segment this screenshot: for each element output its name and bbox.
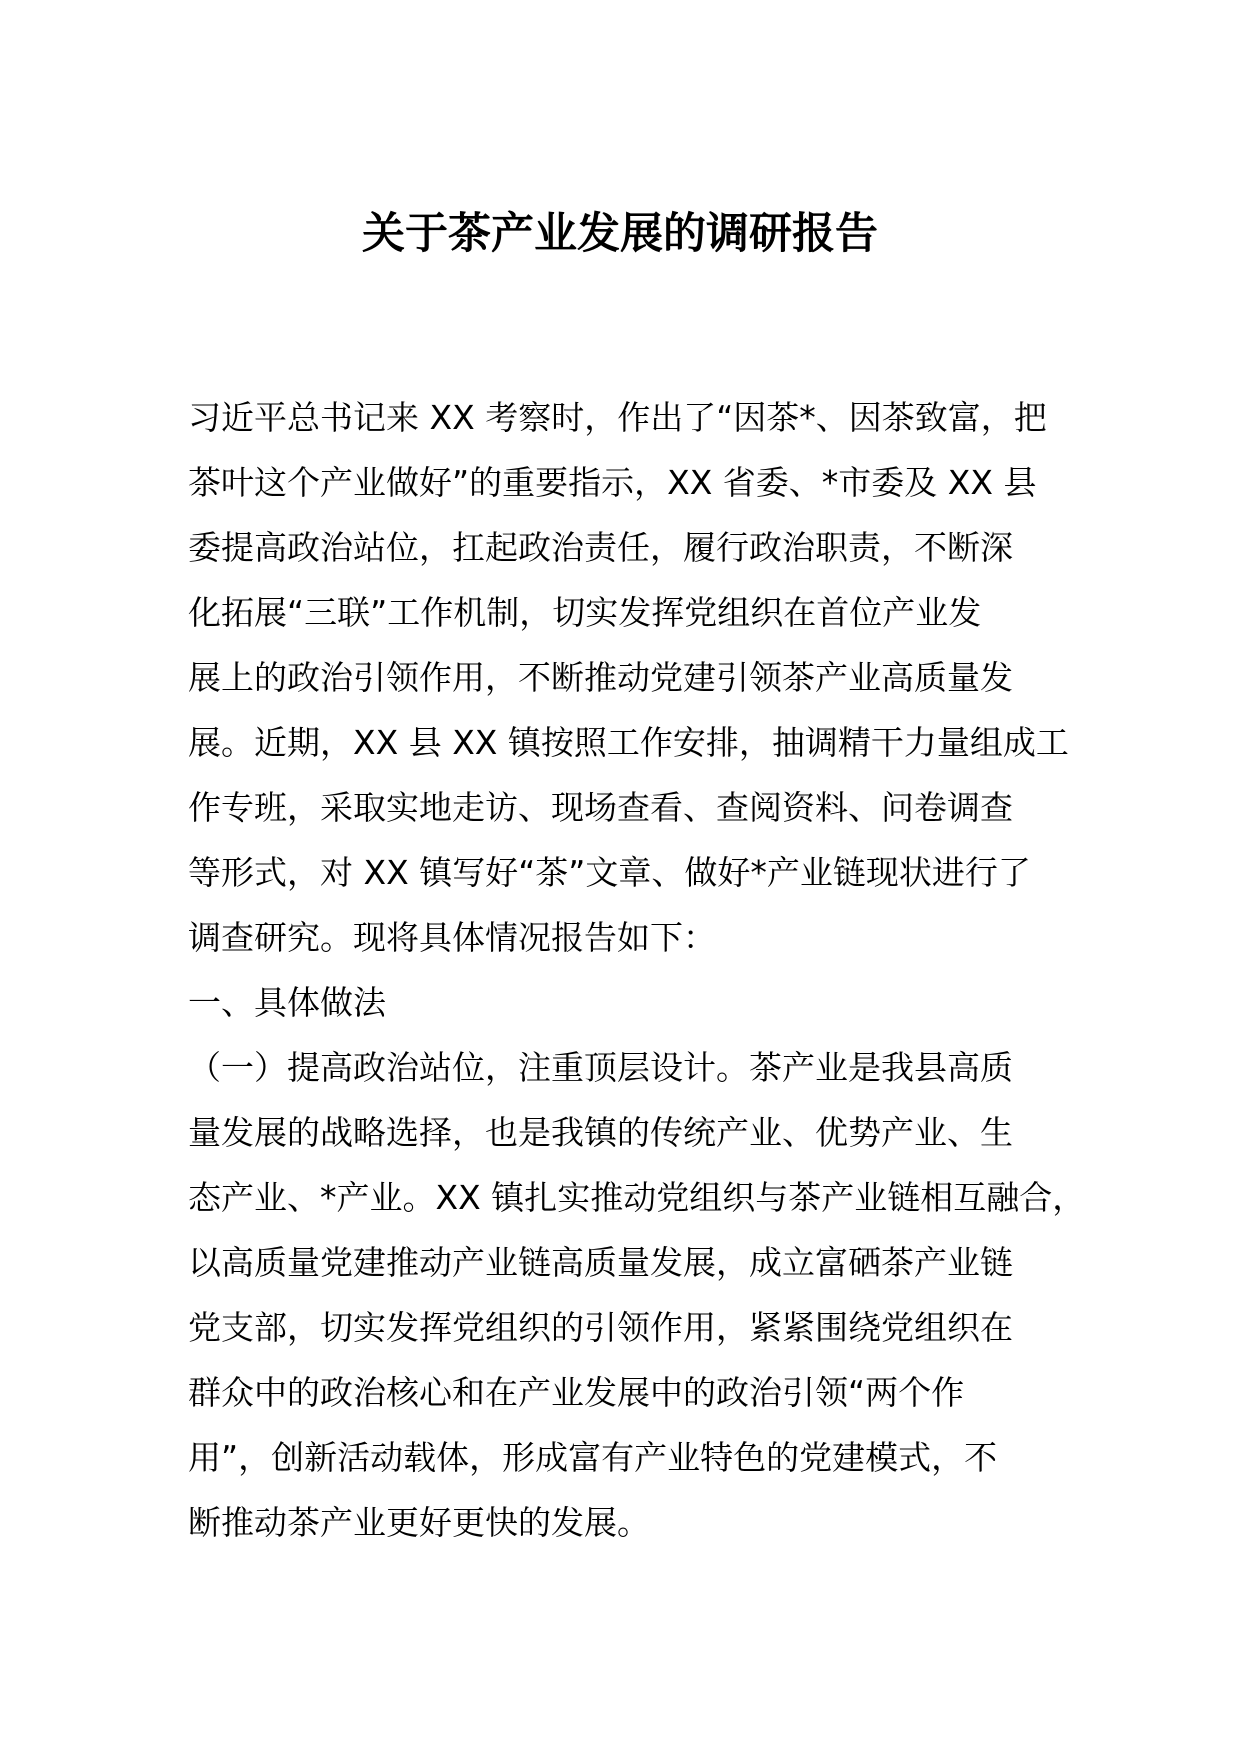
- paragraph-line: 化拓展“三联”工作机制，切实发挥党组织在首位产业发: [188, 593, 982, 632]
- paragraph-line: （一）提高政治站位，注重顶层设计。茶产业是我县高质: [188, 1048, 1013, 1087]
- paragraph-line: 展上的政治引领作用，不断推动党建引领茶产业高质量发: [188, 658, 1013, 697]
- paragraph-line: 展。近期，XX 县 XX 镇按照工作安排，抽调精干力量组成工: [188, 723, 1069, 762]
- document-body: [188, 385, 1088, 1555]
- page-title: 关于茶产业发展的调研报告: [362, 209, 878, 259]
- paragraph-line: 茶叶这个产业做好”的重要指示，XX 省委、*市委及 XX 县: [188, 463, 1037, 502]
- paragraph-line: 以高质量党建推动产业链高质量发展，成立富硒茶产业链: [188, 1243, 1013, 1282]
- paragraph-line: 习近平总书记来 XX 考察时，作出了“因茶*、因茶致富，把: [188, 398, 1047, 437]
- section-heading: 一、具体做法: [188, 983, 386, 1022]
- paragraph-line: 委提高政治站位，扛起政治责任，履行政治职责，不断深: [188, 528, 1013, 567]
- paragraph-line: 等形式，对 XX 镇写好“茶”文章、做好*产业链现状进行了: [188, 853, 1031, 892]
- paragraph-line: 党支部，切实发挥党组织的引领作用，紧紧围绕党组织在: [188, 1308, 1013, 1347]
- paragraph-line: 断推动茶产业更好更快的发展。: [188, 1503, 650, 1542]
- paragraph-line: 用”，创新活动载体，形成富有产业特色的党建模式，不: [188, 1438, 998, 1477]
- paragraph-line: 作专班，采取实地走访、现场查看、查阅资料、问卷调查: [188, 788, 1013, 827]
- paragraph-line: 调查研究。现将具体情况报告如下：: [188, 918, 716, 957]
- paragraph-line: 量发展的战略选择，也是我镇的传统产业、优势产业、生: [188, 1113, 1013, 1152]
- paragraph-line: 群众中的政治核心和在产业发展中的政治引领“两个作: [188, 1373, 965, 1412]
- paragraph-line: 态产业、*产业。XX 镇扎实推动党组织与茶产业链相互融合，: [188, 1178, 1086, 1217]
